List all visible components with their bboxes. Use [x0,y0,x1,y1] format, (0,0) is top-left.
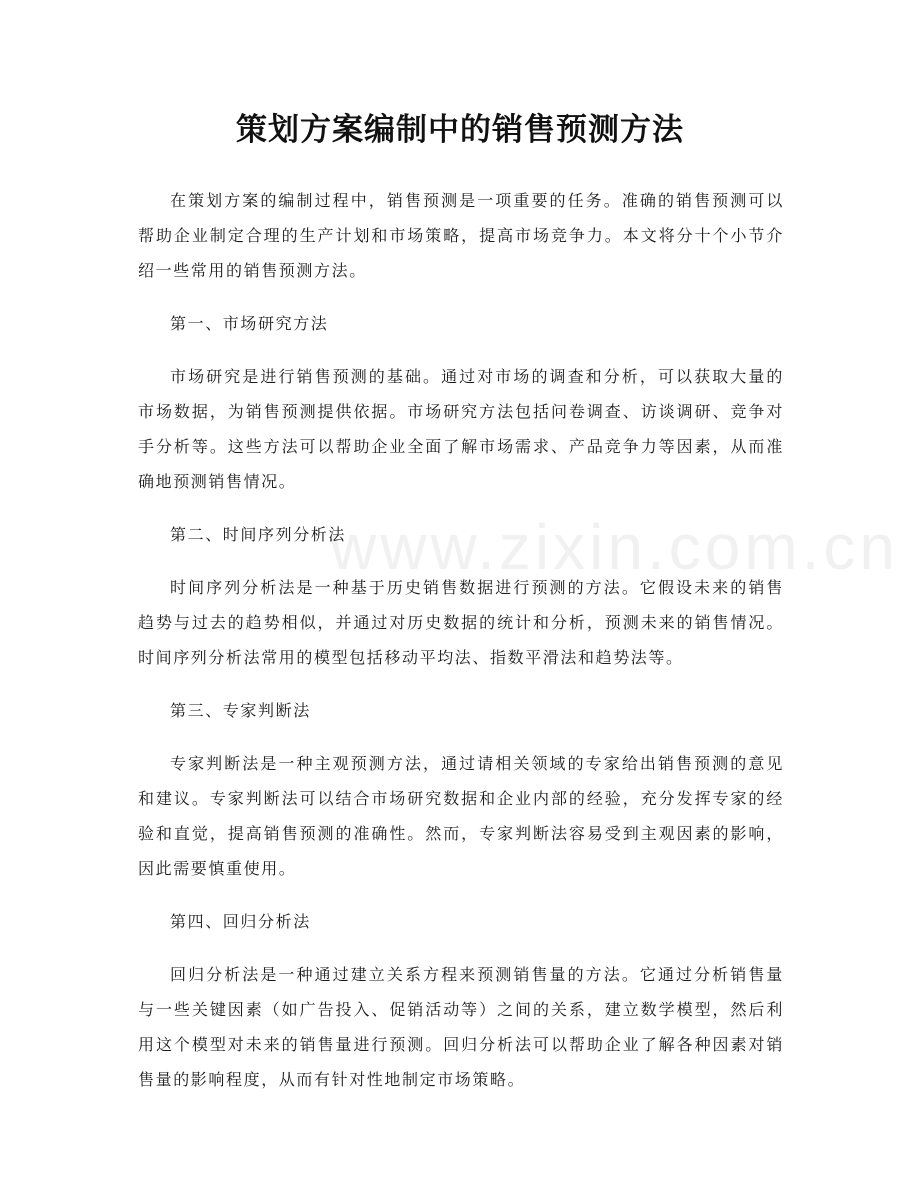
section-body-4: 回归分析法是一种通过建立关系方程来预测销售量的方法。它通过分析销售量与一些关键因素（如广告投入、促销活动等）之间的关系，建立数学模型，然后利用这个模型对未来的销售量进行预测。回归分析法可以帮助企业了解各种因素对销售量的影响程度，从而有针对性地制定市场策略。 [138,965,784,1089]
section-body-1: 市场研究是进行销售预测的基础。通过对市场的调查和分析，可以获取大量的市场数据，为销售预测提供依据。市场研究方法包括问卷调查、访谈调研、竞争对手分析等。这些方法可以帮助企业全面了解市场需求、产品竞争力等因素，从而准确地预测销售情况。 [138,367,784,491]
page-title: 策划方案编制中的销售预测方法 [236,112,684,148]
document-body [138,183,784,1115]
section-heading-4: 第四、回归分析法 [170,912,311,931]
section-heading-1: 第一、市场研究方法 [170,314,329,333]
section-body-3: 专家判断法是一种主观预测方法，通过请相关领域的专家给出销售预测的意见和建议。专家判断法可以结合市场研究数据和企业内部的经验，充分发挥专家的经验和直觉，提高销售预测的准确性。然而，专家判断法容易受到主观因素的影响，因此需要慎重使用。 [138,754,784,878]
section-body-2: 时间序列分析法是一种基于历史销售数据进行预测的方法。它假设未来的销售趋势与过去的趋势相似，并通过对历史数据的统计和分析，预测未来的销售情况。时间序列分析法常用的模型包括移动平均法、指数平滑法和趋势法等。 [138,578,784,667]
section-heading-2: 第二、时间序列分析法 [170,525,347,544]
watermark: www.zixin.com.cn [330,511,899,583]
section-heading-3: 第三、专家判断法 [170,701,311,720]
intro-paragraph: 在策划方案的编制过程中，销售预测是一项重要的任务。准确的销售预测可以帮助企业制定合理的生产计划和市场策略，提高市场竞争力。本文将分十个小节介绍一些常用的销售预测方法。 [138,191,784,280]
